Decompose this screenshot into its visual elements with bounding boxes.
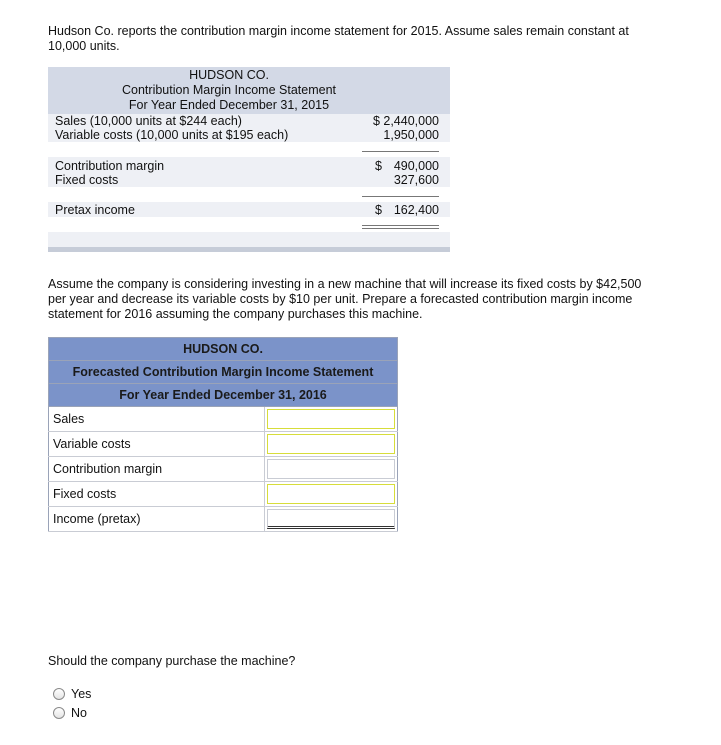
forecast-title: Forecasted Contribution Margin Income Statement <box>49 361 398 384</box>
row-label: Pretax income <box>55 203 135 217</box>
statement-row <box>55 159 450 174</box>
row-label: Variable costs (10,000 units at $195 each) <box>55 128 289 142</box>
forecast-label-income-pretax: Income (pretax) <box>49 507 265 532</box>
underline <box>362 196 439 197</box>
forecast-label-fixed-costs: Fixed costs <box>49 482 265 507</box>
forecast-company: HUDSON CO. <box>49 338 398 361</box>
row-amount: 490,000 <box>393 159 439 173</box>
statement-body <box>48 114 450 247</box>
row-currency: $ <box>375 203 382 217</box>
option-no-label: No <box>71 706 87 720</box>
intro-line-1: Hudson Co. reports the contribution margin income statement for 2015. Assume sales remain constant at <box>48 24 629 38</box>
forecast-label-sales: Sales <box>49 407 265 432</box>
intro-line-2: 10,000 units. <box>48 39 120 53</box>
row-amount: 1,950,000 <box>383 128 439 142</box>
assumption-line-1: Assume the company is considering investing in a new machine that will increase its fixed costs by $42,500 <box>48 277 642 291</box>
statement-row <box>55 173 450 188</box>
fixed-costs-input[interactable] <box>267 484 395 504</box>
forecast-table <box>48 337 398 532</box>
row-label: Sales (10,000 units at $244 each) <box>55 114 242 128</box>
row-label: Fixed costs <box>55 173 119 187</box>
statement-title: Contribution Margin Income Statement <box>122 83 336 97</box>
radio-circle-icon[interactable] <box>53 707 65 719</box>
row-amount: 327,600 <box>393 173 439 187</box>
row-amount: 162,400 <box>393 203 439 217</box>
intro-text <box>48 24 688 54</box>
row-separator <box>48 142 450 157</box>
option-yes[interactable] <box>53 686 91 702</box>
row-currency: $ <box>375 159 382 173</box>
row-amount: $ 2,440,000 <box>372 114 439 128</box>
row-label: Contribution margin <box>55 159 165 173</box>
statement-row <box>55 114 450 129</box>
option-no[interactable] <box>53 705 87 721</box>
purchase-question: Should the company purchase the machine? <box>48 654 296 668</box>
statement-row <box>55 128 450 143</box>
radio-circle-icon[interactable] <box>53 688 65 700</box>
forecast-period: For Year Ended December 31, 2016 <box>49 384 398 407</box>
assumption-text <box>48 277 688 322</box>
sales-input[interactable] <box>267 409 395 429</box>
double-underline <box>362 228 439 229</box>
statement-company: HUDSON CO. <box>189 68 269 82</box>
statement-period: For Year Ended December 31, 2015 <box>128 98 330 112</box>
contribution-margin-input[interactable] <box>267 459 395 479</box>
assumption-line-3: statement for 2016 assuming the company purchases this machine. <box>48 307 423 321</box>
forecast-label-variable-costs: Variable costs <box>49 432 265 457</box>
variable-costs-input[interactable] <box>267 434 395 454</box>
statement-row <box>55 203 450 218</box>
underline <box>362 151 439 152</box>
row-separator <box>48 187 450 202</box>
double-underline <box>362 225 439 226</box>
option-yes-label: Yes <box>71 687 92 701</box>
statement-header <box>48 67 450 114</box>
income-statement-2015 <box>48 67 450 253</box>
income-pretax-input[interactable] <box>267 509 395 529</box>
assumption-line-2: per year and decrease its variable costs by $10 per unit. Prepare a forecasted contribution margin income <box>48 292 633 306</box>
statement-footer-bar <box>48 247 450 252</box>
forecast-label-contribution-margin: Contribution margin <box>49 457 265 482</box>
